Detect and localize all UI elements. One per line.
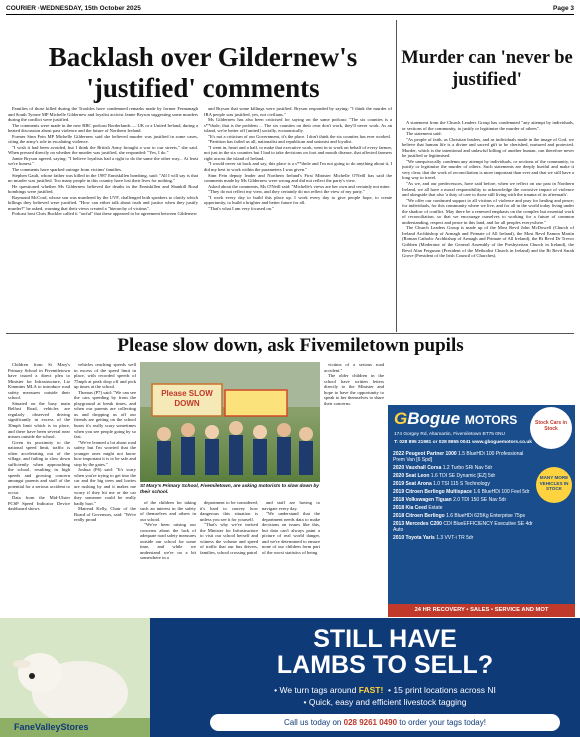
car-listing — [393, 489, 533, 495]
article2-headline: Murder can 'never be justified' — [401, 48, 573, 90]
article2-para: "As people of faith, as Christian leaders, and as individuals made in the image of God, we believe that human life is a divine and sacred gift to be cherished, nurtured and protected. Murder, which is the intentional and unlawful killing of another human, can therefore never be justified or legitimised. — [402, 136, 574, 159]
car-listing — [393, 451, 533, 463]
article1-para: The comments have sparked outrage from victims' families. — [12, 167, 123, 173]
fane-valley-ad[interactable] — [0, 618, 580, 737]
article3-para: Joshua (P6) said: "It's scary when you're trying to get into the car and the big trees and lorries are rushing by and it makes me worry if they hit me or the car they someone could be really badly hurt." — [74, 467, 136, 506]
article3-para: vehicles reaching speeds well in excess of the speed limit in place, with recorded speeds of 75mph at peak drop off and pick up times at the school. — [74, 362, 136, 390]
lambs-bullet-row: • We turn tags around FAST! • 15 print locations across NI — [274, 685, 496, 695]
article1-para: "I work every day to build this place up. I work every day to give people hope, to create opportunity, to build a brighter and better future for all. — [204, 194, 392, 206]
bogue-logo — [394, 409, 517, 429]
car-detail: 2.0 TDI 150 SE Nav 5dr — [453, 497, 507, 503]
lambs-bullet2: 15 print locations across NI — [393, 685, 496, 695]
bogue-badge-stock: MANY MORE VEHICLES IN STOCK — [536, 467, 572, 503]
article3-para: "We've learned a lot about road safety but I'm worried that the younger ones might not know how important it is to be safe and stop by the gates." — [74, 439, 136, 467]
article1-para: Jamie Bryson agreed, saying: "I believe loyalists had a right to do the same the other way... At least we're honest." — [8, 155, 198, 167]
page-number: Page 3 — [553, 5, 574, 12]
lambs-bullet1-em: FAST! — [358, 685, 384, 695]
article1-para: The comments were made in the new BBC podcast Borderlands — UK or a United Ireland, during a heated discussion about past violence and the future of Northern Ireland. — [8, 122, 198, 134]
lambs-bullet-row: • Quick, easy and efficient livestock tagging — [303, 697, 467, 707]
car-listing — [393, 481, 533, 487]
school-sign: Please SLOW DOWN — [161, 389, 213, 408]
article1-para: "That's what I am very focused on." — [208, 205, 274, 211]
column-rule — [396, 20, 397, 332]
bogue-logo-motors: MOTORS — [464, 413, 518, 427]
article3-para: The older children in the school have written letters directly to the Minister and hope to have the opportunity to speak to her themselves to share their concerns. — [324, 373, 384, 406]
bogue-logo-name: Bogue — [407, 409, 461, 428]
lambs-headline-line2: LAMBS TO SELL? — [276, 651, 494, 679]
article3-side — [324, 362, 384, 616]
school-photo-art — [140, 362, 320, 482]
article3-para: "We've been raising our concerns about the lack of adequate road safety measures outside our school for some time, and while we understand we're on a bit somewhere in a — [140, 522, 196, 561]
article2-para: "As we, and our predecessors, have said before, when we reflect on our past in Northern Ireland, we all have a moral responsibility to acknowledge the corrosive impact of violence and alongside that also 'a duty of care to those still living with the trauma of its aftermath'. — [402, 181, 574, 198]
article3-col1 — [8, 362, 70, 616]
article2-para: "We unequivocally condemn any attempt by individuals, or sections of the community, to justify or legitimise the murder of others. Such statements are deeply hurtful and make it very clear, that the work of reconciliation is more important than ever and that we still have a long way to travel. — [402, 158, 574, 181]
article1-para: Stephen Gault, whose father was killed in the 1987 Enniskillen bombing, said: "All I will say is that no murder was justified. Too many people in this country have lost their lives for nothing." — [8, 172, 198, 184]
car-detail: 1.3 VVT-i TR 5dr — [436, 535, 474, 541]
bogue-address: 174 Gorgey Rd, Altamartin, Fivemiletown BT75 0NU — [394, 432, 505, 437]
masthead-date: COURIER ·WEDNESDAY, 15th October 2025 — [6, 5, 141, 12]
article1-para: and Bryson that some killings were justified. Bryson responded by saying: "I think the murder of IRA people was justified, yes, not civilians." — [204, 106, 392, 117]
article3-para: Given its proximity to the national speed limit, traffic is often accelerating out of the village, and failing to slow down sufficiently when approaching the school, resulting in high speeds and growing concern amongst parents and staff of the potential for a serious accident to occur. — [8, 439, 70, 495]
bogue-web[interactable]: www.gboguemotors.co.uk — [472, 440, 532, 445]
article1-para: Raymond McCord, whose son was murdered by the UVF, challenged both speakers to clarify which killings they believed were justified. "How can either talk about truth and justice when they justify murder?" he asked, warning that their views created a "hierarchy of victims". — [8, 194, 198, 211]
bogue-motors-ad[interactable] — [388, 405, 575, 617]
bogue-footer: 24 HR RECOVERY • SALES • SERVICE AND MOT — [388, 604, 575, 617]
article2-body — [402, 120, 574, 332]
article3-para: department to be considered, it's hard to convey how dangerous this situation is unless you see it for yourself. — [200, 500, 258, 522]
article1-para: Ms Gildernew has also been criticised for saying on the same podcast: "The six counties is a s**thole, that is the problem ... The six counties on their own don't work, they'll never work. As an island, we're better off [united] socially, economically. — [204, 117, 392, 134]
article1-para: "It's not a criticism of our Government, it's the place. I don't think the six counties has ever worked. — [208, 133, 391, 139]
article2-para: The statement said: — [406, 131, 442, 137]
article3-para: Mairead Kelly, Chair of the Board of Governors, said: "We're really proud — [74, 506, 136, 523]
car-listing — [393, 513, 533, 519]
article3-col5 — [262, 500, 320, 616]
article3-para: victims of a serious road accident." — [324, 362, 384, 373]
article1-para: "They do not reflect my view, and they certainly do not reflect the view of my party." — [208, 189, 365, 195]
car-title: 2018 Citroen Berlingo — [393, 513, 445, 519]
article3-para: Thomas (P7) said: "We can see the cars speeding by from the playground at break times, and when our parents are collecting us and dropping us off our friends are getting on the school buses it's really scary sometimes when you see people going by so fast. — [74, 389, 136, 440]
car-detail: 1.6 TDI SE Dynamic [EZ] 5dr — [430, 473, 496, 479]
car-detail: 1.2 Turbo SRi Nav 5dr — [442, 465, 493, 471]
article3-col3 — [140, 500, 196, 616]
car-detail: 1.6 BlueHDi 625Kg Enterprise 75ps — [446, 513, 526, 519]
lamb-image — [0, 618, 150, 737]
article3-para: Situated on the busy main Belfast Road, vehicles are regularly observed driving significantly in excess of the 30mph limit which is in place, and there have been several near misses outside the school. — [8, 400, 70, 440]
lambs-call-pre: Call us today on — [284, 718, 342, 727]
car-title: 2022 Peugeot Partner 1000 — [393, 451, 457, 457]
lambs-bullets — [200, 684, 570, 708]
car-detail: 1.6 BlueHDi 100 Feel 5dr — [473, 489, 530, 495]
article3-para: "That's why we've invited the Minister for Infrastructure to visit our school herself and witness the volume and speed of traffic that our bus drivers, families, school crossing patrol — [200, 522, 258, 555]
lambs-headline-line1: STILL HAVE — [313, 625, 457, 653]
bogue-badge-top: Stock Cars in Stock — [530, 407, 572, 449]
article3-para: Children from St Mary's Primary School in Fivemiletown have issued a direct plea to Minister for Infrastructure, Liz Kimmins MLA to introduce road safety measures outside their school. — [8, 362, 70, 401]
lambs-bullet3: Quick, easy and efficient livestock tagging — [308, 697, 467, 707]
article3-col4 — [200, 500, 258, 616]
article1-para: Families of those killed during the Troubles have condemned remarks made by former Fermanagh and South Tyrone MP Michelle Gildernew and loyalist activist Jamie Bryson suggesting some murders during the conflict were justified. — [8, 106, 198, 123]
article1-col2 — [204, 106, 392, 332]
bogue-contact — [394, 440, 532, 445]
bogue-logo-g: G — [394, 409, 408, 428]
article1-col1 — [8, 106, 198, 332]
car-detail: 1.0 TSI 115 S Technology — [433, 481, 490, 487]
car-listing — [393, 535, 533, 541]
article1-para: "I would never sit back and say, this place is a s**thole and I'm not going to do anything about it, I did my best to work within the parameters I was given." — [204, 161, 392, 173]
lambs-bullet1: We turn tags around — [279, 685, 357, 695]
car-listing — [393, 465, 533, 471]
article3-para: "We understand that the department needs data to make decisions on issues like this, but data can't always paint a picture of real world danger, and we're determined to ensure none of our children form part of the worst statistics of being — [262, 511, 320, 555]
article3-headline: Please slow down, ask Fivemiletown pupils — [117, 335, 464, 356]
car-listing — [393, 473, 533, 479]
section-rule — [6, 333, 574, 334]
school-photo — [140, 362, 320, 482]
car-title: 2013 Mercedes C200 — [393, 521, 442, 527]
article1-para: "I went in, heart and a half, to make that executive work, went in to work on behalf of every farmer, not just in the six counties but I had to take decisions on foot and mouth disease, that affected farmers right across the island of Ireland. — [204, 144, 392, 161]
lambs-headline — [200, 626, 570, 678]
bogue-phone: T: 028 895 21981 or 028 8955 0041 — [394, 440, 471, 445]
article1-para: Asked about the comments, Ms O'Neill said: "Michelle's views are her own and certainly not mine. — [208, 183, 391, 189]
fane-valley-logo: FaneValleyStores — [14, 722, 89, 732]
lambs-call-phone[interactable]: 028 9261 0490 — [343, 718, 398, 727]
article1-para: Former Sinn Fein MP Michelle Gildernew said she believed murder was justified in some cases, citing the army's role in escalating violence. — [8, 133, 198, 145]
car-title: 2019 Citroen Berlingo Multispace — [393, 489, 472, 495]
article1-para: Sinn Fein deputy leader and Northern Ireland's First Minister Michelle O'Neill has said the comments made by Ms Gildernew were wrong and did not reflect the party's view. — [204, 172, 392, 184]
car-title: 2018 Volkswagen Tiguan — [393, 497, 452, 503]
school-photo-caption: St Mary's Primary School, Fivemiletown, are asking motorists to slow down by their school. — [140, 484, 319, 495]
lambs-call-bar[interactable] — [210, 714, 560, 731]
car-title: 2018 Kia Ceed — [393, 505, 427, 511]
car-listing — [393, 521, 533, 533]
article3-para: Data from the Mid-Ulster PCSP Speed Indicator Device dashboard shows — [8, 495, 70, 512]
car-title: 2020 Seat Leon — [393, 473, 430, 479]
car-title: 2010 Toyota Yaris — [393, 535, 435, 541]
article1-para: Podcast host Chris Buckler called it "awful" that these appeared to be agreement between Gildernew — [12, 211, 197, 217]
article1-para: "Partition has failed us all, nationalist and republican and unionist and loyalist. — [208, 139, 353, 145]
car-listing — [393, 505, 533, 511]
article2-para: "We offer our continued support to all victims of violence and pray for healing and peace; for individuals, for this community where we live, and for all in the world today living under the shadow of conflict. May there be a renewed emphasis on the complex but essential work of reconciliation, so that we encourage ourselves to working for a future of common understanding, respect and peace in this land, and for all peoples everywhere." — [402, 197, 574, 225]
lambs-call-post: to order your tags today! — [399, 718, 486, 727]
article1-para: "I wish it had been avoided, but I think the British Army brought a war to our streets," she said. When pressed directly on whether the murder was justified, she responded: "Yes, I do." — [8, 144, 198, 156]
car-detail: CDI BlueEFFICIENCY Executive SE 4dr Auto — [393, 521, 533, 533]
car-detail: 1.5 BlueHDi 100 Professional Prem Van [6 Spd] — [393, 451, 524, 463]
article1-para: He questioned whether Ms Gildernew believed the deaths in the Enniskillen and Shankill Road bombings were justified. — [8, 183, 198, 195]
bogue-car-list — [393, 451, 533, 541]
article3-col2 — [74, 362, 136, 616]
article2-para: The Church Leaders Group is made up of the Most Revd John McDowell (Church of Ireland Archbishop of Armagh and Primate of All Ireland), the Most Revd Eamon Martin (Roman Catholic Archbishop of Armagh and Primate of All Ireland), the Rt Revd Dr Trevor Gribben (Moderator of the General Assembly of the Presbyterian Church in Ireland), the Revd Alan Ferguson (President of the Methodist Church in Ireland) and the Rt Revd Sarah Grove (President of the Irish Council of Churches). — [402, 225, 574, 259]
car-title: 2020 Vauxhall Corsa — [393, 465, 442, 471]
article1-headline: Backlash over Gildernew's 'justified' comments — [48, 42, 358, 103]
masthead — [6, 3, 574, 15]
article3-para: and staff are having to navigate every day. — [262, 500, 320, 511]
article3-para: of the children for taking such an interest in the safety of themselves and others in our school. — [140, 500, 196, 522]
car-title: 2019 Seat Arona — [393, 481, 432, 487]
car-listing — [393, 497, 533, 503]
car-detail: Estate — [428, 505, 443, 511]
article2-para: A statement from the Church Leaders Group has condemned "any attempt by individuals, or sections of the community, to justify or legitimise the murder of others". — [402, 120, 574, 131]
